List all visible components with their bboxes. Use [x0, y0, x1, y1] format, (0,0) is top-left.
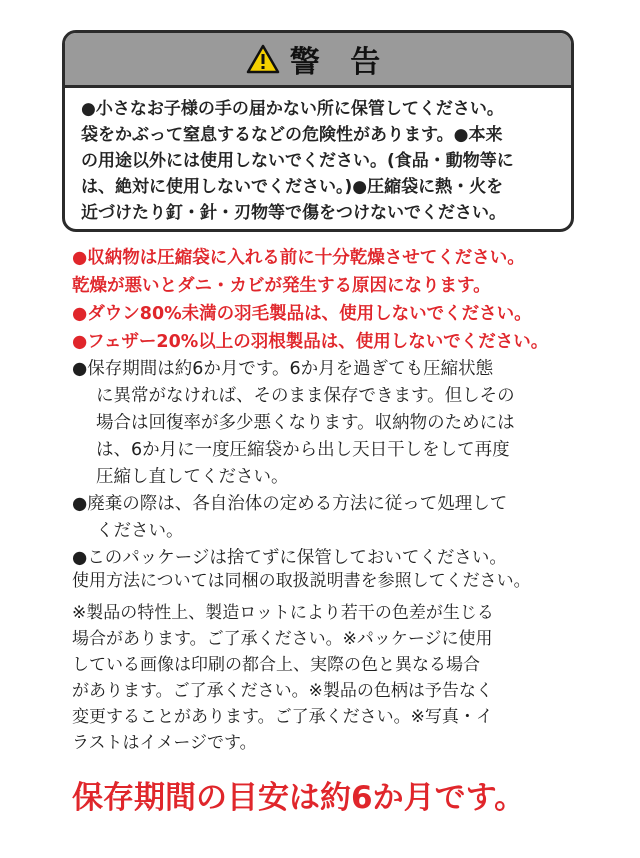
storage-note: 場合は回復率が多少悪くなります。収納物のためには — [96, 413, 515, 433]
red-note: 乾燥が悪いとダニ・カビが発生する原因になります。 — [72, 276, 491, 296]
warning-triangle-icon — [246, 44, 280, 74]
warning-line: の用途以外には使用しないでください。(食品・動物等に — [81, 151, 514, 171]
warning-box — [62, 30, 574, 232]
package-note: ●このパッケージは捨てずに保管しておいてください。 — [72, 548, 507, 568]
red-note: ●収納物は圧縮袋に入れる前に十分乾燥させてください。 — [72, 248, 525, 268]
red-note: ●ダウン80%未満の羽毛製品は、使用しないでください。 — [72, 304, 532, 324]
warning-title: 警 告 — [289, 45, 391, 80]
disclaimer-line: している画像は印刷の都合上、実際の色と異なる場合 — [72, 655, 480, 675]
storage-note: 圧縮し直してください。 — [96, 467, 289, 487]
red-notes — [72, 244, 572, 356]
disclaimer-line: があります。ご了承ください。※製品の色柄は予告なく — [72, 681, 493, 701]
red-note: ●フェザー20%以上の羽根製品は、使用しないでください。 — [72, 332, 549, 352]
warning-line: は、絶対に使用しないでください。)●圧縮袋に熱・火を — [81, 177, 504, 197]
disclaimer-line: ※製品の特性上、製造ロットにより若干の色差が生じる — [72, 603, 494, 623]
usage-and-disclaimer — [72, 568, 572, 756]
warning-line: ●小さなお子様の手の届かない所に保管してください。 — [81, 99, 504, 119]
disclaimer-line: 変更することがあります。ご了承ください。※写真・イ — [72, 707, 493, 727]
storage-notes — [72, 356, 572, 572]
disclaimer-line: ラストはイメージです。 — [72, 733, 257, 753]
storage-period-headline: 保存期間の目安は約6か月です。 — [72, 780, 526, 816]
disclaimer-line: 場合があります。ご了承ください。※パッケージに使用 — [72, 629, 493, 649]
warning-header — [65, 33, 571, 88]
disposal-note: ください。 — [96, 521, 184, 541]
storage-note: ●保存期間は約6か月です。6か月を過ぎても圧縮状態 — [72, 359, 494, 379]
usage-note: 使用方法については同梱の取扱説明書を参照してください。 — [72, 571, 531, 591]
warning-line: 袋をかぶって窒息するなどの危険性があります。●本来 — [81, 125, 503, 145]
disposal-note: ●廃棄の際は、各自治体の定める方法に従って処理して — [72, 494, 508, 514]
storage-note: は、6か月に一度圧縮袋から出し天日干しをして再度 — [96, 440, 510, 460]
warning-text — [65, 88, 571, 226]
warning-line: 近づけたり釘・針・刃物等で傷をつけないでください。 — [81, 203, 506, 223]
storage-note: に異常がなければ、そのまま保存できます。但しその — [96, 386, 515, 406]
